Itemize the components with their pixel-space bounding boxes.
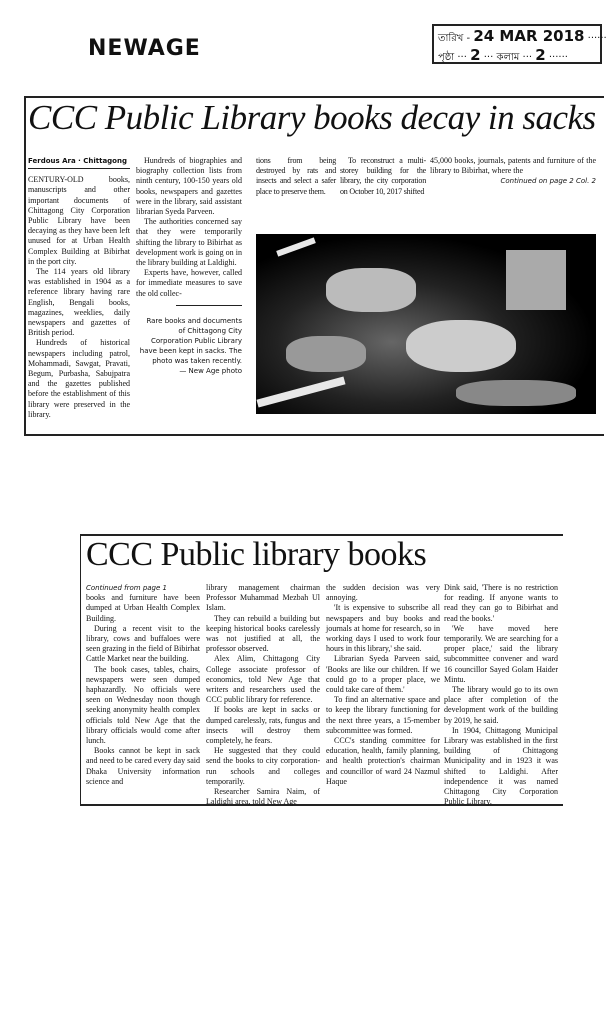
caption-line: photo was taken recently. xyxy=(152,356,242,365)
paragraph: the sudden decision was very annoying. xyxy=(326,583,440,603)
caption-credit: — New Age photo xyxy=(179,366,242,375)
column-value: 2 xyxy=(535,46,546,64)
paragraph: Librarian Syeda Parveen said, 'Books are like our children. If we could go to a proper place, we could take care of them.' xyxy=(326,654,440,695)
paragraph: The 114 years old library was established in 1904 as a reference library having rare English, Bengali books, magazines, weeklies, daily newspapers and gazettes of British period. xyxy=(28,267,130,338)
continued-from-note: Continued from page 1 xyxy=(86,584,167,592)
paragraph: In 1904, Chittagong Municipal Library was established in the first building of Chittagong Municipality and in 1923 it was shifted to Laldighi. After independence it was named Chittagong City Corporation Public Library. xyxy=(444,725,558,807)
caption-line: Rare books and documents xyxy=(146,316,242,325)
page-value: 2 xyxy=(470,46,481,64)
article-1-column-2 xyxy=(136,156,242,376)
paragraph: Experts have, however, called for immediate measures to save the old collec- xyxy=(136,268,242,298)
page-label: পৃষ্ঠা xyxy=(438,52,455,63)
article-2-headline: CCC Public library books xyxy=(86,536,427,573)
paragraph: Books cannot be kept in sack and need to be cared every day said Dhaka University information science and xyxy=(86,746,200,786)
paragraph: During a recent visit to the library, cows and buffaloes were seen grazing in the field of Bibirhat Cattle Market near the building. xyxy=(86,623,200,664)
continued-note: Continued on page 2 Col. 2 xyxy=(500,177,596,186)
paragraph: tions from being destroyed by rats and insects and select a safer place to preserve them. xyxy=(256,156,336,196)
paragraph: The library would go to its own place after completion of the development work of the building by 2019, he said. xyxy=(444,685,558,725)
paragraph: books and furniture have been dumped at Urban Health Complex Building. xyxy=(86,593,200,623)
paragraph: 45,000 books, journals, patents and furniture of the library to Bibirhat, where the xyxy=(430,156,596,176)
date-label: তারিখ - xyxy=(438,33,471,44)
date-value: 24 MAR 2018 xyxy=(473,27,585,45)
paragraph: Hundreds of historical newspapers including patrol, Mohammadi, Sawgat, Pravati, Begum, Purbasha, Sabujpatra and the gazettes published before the establishment of this library were preserved in the library. xyxy=(28,338,130,419)
article-1-headline: CCC Public Library books decay in sacks xyxy=(28,98,596,137)
paragraph: Dink said, 'There is no restriction for reading. If anyone wants to read they can go to Bibirhat and read the books.' xyxy=(444,583,558,623)
paragraph: Hundreds of biographies and biography collection lists from ninth century, 100-150 years old books, newspapers and gazettes were in the library, said assistant librarian Syeda Parveen. xyxy=(136,156,242,217)
news-photo-books-in-sacks xyxy=(256,234,596,414)
article-1-column-4 xyxy=(340,156,426,197)
paragraph: He suggested that they could send the books to city corporation-run schools and colleges temporarily. xyxy=(206,746,320,786)
paragraph: CENTURY-OLD books, manuscripts and other important documents of Chittagong City Corporation Public Library have been decaying as they have been left unused for at Urban Health Complex Building at Bibirhat in the port city. xyxy=(28,175,130,266)
article-1-column-1 xyxy=(28,156,130,420)
article-2-column-3 xyxy=(326,583,440,787)
article-1-column-3 xyxy=(256,156,336,197)
paragraph: To find an alternative space and to keep the library functioning for the next three years, a 15-member subcommittee was formed. xyxy=(326,695,440,735)
paragraph: To reconstruct a multi-storey building for the library, the city corporation on October 10, 2017 shifted xyxy=(340,156,426,196)
divider xyxy=(176,305,242,306)
paragraph: The book cases, tables, chairs, newspapers were seen dumped haphazardly. No officials were seen on Wednesday noon though seeking anonymity health complex officials told New Age that the library officials would come after lunch. xyxy=(86,664,200,746)
photo-caption xyxy=(136,316,242,376)
paragraph: They can rebuild a building but keeping historical books carelessly was not justified at all, the professor observed. xyxy=(206,613,320,654)
paragraph: 'We have moved here temporarily. We are searching for a proper place,' said the library subcommittee convener and ward 16 councillor Sayed Golam Haider Mintu. xyxy=(444,623,558,684)
paragraph: CCC's standing committee for education, health, family planning, and health protection's chairman and councillor of ward 24 Nazmul Haque xyxy=(326,736,440,786)
newspaper-masthead: NEWAGE xyxy=(88,36,201,61)
caption-line: of Chittagong City xyxy=(178,326,242,335)
paragraph: If books are kept in sacks or dumped carelessly, rats, fungus and insects will destroy them completely, he fears. xyxy=(206,705,320,746)
paragraph: Alex Alim, Chittagong City College associate professor of economics, told New Age that writers and researchers used the CCC public library for reference. xyxy=(206,654,320,705)
paragraph: 'It is expensive to subscribe all newspapers and buy books and journals at home for research, so in working days I used to work four hours in this library,' she said. xyxy=(326,603,440,654)
column-label: কলাম xyxy=(496,52,520,63)
date-stamp: তারিখ - 24 MAR 2018 ······ পৃষ্ঠা ··· 2 ··· কলাম ··· 2 ······ xyxy=(432,24,602,64)
caption-line: have been kept in sacks. The xyxy=(139,346,242,355)
article-2-column-4 xyxy=(444,583,558,807)
byline: Ferdous Ara · Chittagong xyxy=(28,156,130,169)
caption-line: Corporation Public Library xyxy=(151,336,242,345)
article-2-column-1 xyxy=(86,583,200,787)
article-1-column-5 xyxy=(430,156,596,187)
paragraph: library management chairman Professor Muhammad Mezbah Ul Islam. xyxy=(206,583,320,613)
paragraph: Researcher Samira Naim, of Laldighi area, told New Age xyxy=(206,787,320,807)
article-2-column-2 xyxy=(206,583,320,807)
paragraph: The authorities concerned say that they were temporarily shifting the library to Bibirhat as development work is going on in the library building at Laldighi. xyxy=(136,217,242,268)
